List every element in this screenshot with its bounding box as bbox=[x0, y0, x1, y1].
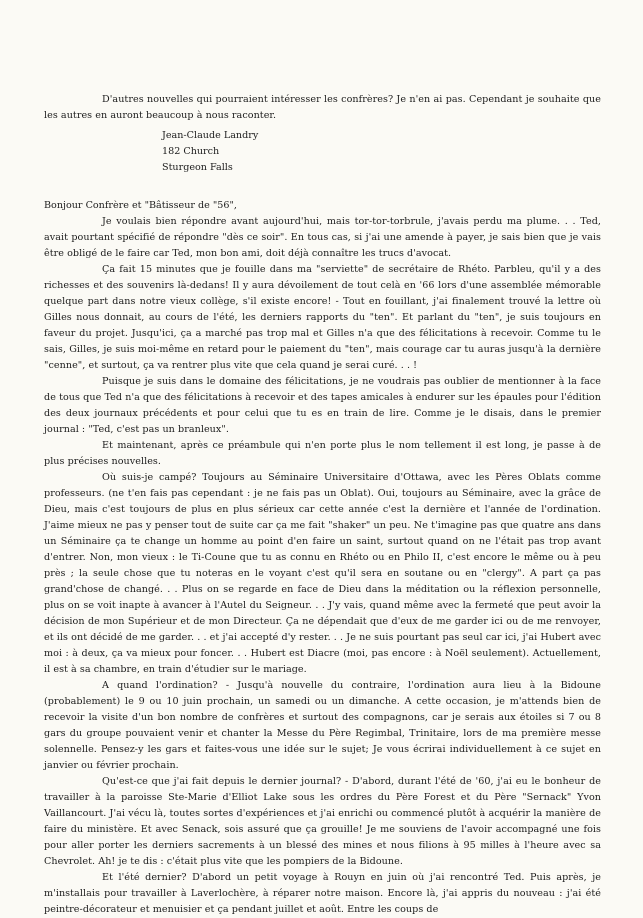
paragraph-2: Ça fait 15 minutes que je fouille dans ma "serviette" de secrétaire de Rhéto. Parbleu, qu'il y a des richesses et des souvenirs là-dedans! Il y aura dévoilement de tout celà en '66 lors d'une assemblée mémorable quelque part dans notre vieux collège, s'il existe encore! - Tout en fouillant, j'ai finalement trouvé la lettre où Gilles nous donnait, au cours de l'été, les derniers rapports du "ten". Et parlant du "ten", je suis toujours en faveur du projet. Jusqu'ici, ça a marché pas trop mal et Gilles n'a que des félicitations à recevoir. Comme tu le sais, Gilles, je suis moi-même en retard pour le paiement du "ten", mais courage car tu auras jusqu'à la dernière "cenne", et surtout, ça va rentrer plus vite que cela quand je serai curé. . . ! bbox=[44, 264, 601, 371]
paragraph-3: Puisque je suis dans le domaine des félicitations, je ne voudrais pas oublier de mentionner à la face de tous que Ted n'a que des félicitations à recevoir et des tapes amicales à endurer sur les épaules pour l'édition des deux journaux précédents et pour celui que tu es en train de lire. Comme je le disais, dans le premier journal : "Ted, c'est pas un branleux". bbox=[44, 376, 601, 435]
paragraph-7: Qu'est-ce que j'ai fait depuis le dernier journal? - D'abord, durant l'été de '60, j'ai eu le bonheur de travailler à la paroisse Ste-Marie d'Elliot Lake sous les ordres du Père Forest et du Père "Sernack" Yvon Vaillancourt. J'ai vécu là, toutes sortes d'expériences et j'ai enrichi ou commencé plutôt à acquérir la manière de faire du ministère. Et avec Senack, sois assuré que ça grouille! Je me souviens de l'avoir accompagné une fois pour aller porter les derniers sacrements à un blessé des mines et nous filions à 95 milles à l'heure avec sa Chevrolet. Ah! je te dis : c'était plus vite que les pompiers de la Bidoune. bbox=[44, 776, 601, 867]
paragraph-5: Où suis-je campé? Toujours au Séminaire Universitaire d'Ottawa, avec les Pères Oblats comme professeurs. (ne t'en fais pas cependant : je ne fais pas un Oblat). Oui, toujours au Séminaire, avec la grâce de Dieu, mais c'est toujours de plus en plus sérieux car cette année c'est la dernière et l'année de l'ordination. J'aime mieux ne pas y penser tout de suite car ça me fait "shaker" un peu. Ne t'imagine pas que quatre ans dans un Séminaire ça te change un homme au point d'en faire un saint, surtout quand on ne l'était pas trop avant d'entrer. Non, mon vieux : le Ti-Coune que tu as connu en Rhéto ou en Philo II, c'est encore le même ou à peu près ; la seule chose que tu noteras en le voyant c'est qu'il sera en soutane ou en "clergy". A part ça pas grand'chose de changé. . . Plus on se regarde en face de Dieu dans la méditation ou la réflexion personnelle, plus on se voit inapte à avancer à l'Autel du Seigneur. . . J'y vais, quand même avec la fermeté que peut avoir la décision de mon Supérieur et de mon Directeur. Ça ne dépendait que d'eux de me garder ici ou de me renvoyer, et ils ont décidé de me garder. . . et j'ai accepté d'y rester. . . Je ne suis pourtant pas seul car ici, j'ai Hubert avec moi : à deux, ça va mieux pour foncer. . . Hubert est Diacre (moi, pas encore : à Noël seulement). Actuellement, il est à sa chambre, en train d'étudier sur le mariage. bbox=[44, 472, 601, 675]
signature-city: Sturgeon Falls bbox=[162, 162, 233, 173]
greeting: Bonjour Confrère et "Bâtisseur de "56", bbox=[44, 200, 237, 211]
paragraph-8: Et l'été dernier? D'abord un petit voyage à Rouyn en juin où j'ai rencontré Ted. Puis après, je m'installais pour travailler à Laverlochère, à réparer notre maison. Encore là, j'ai appris du nouveau : j'ai été peintre-décorateur et menuisier et ça pendant juillet et août. Entre les coups de bbox=[44, 872, 601, 915]
paragraph-6: A quand l'ordination? - Jusqu'à nouvelle du contraire, l'ordination aura lieu à la Bidoune (probablement) le 9 ou 10 juin prochain, un samedi ou un dimanche. A cette occasion, je m'attends bien de recevoir la visite d'un bon nombre de confrères et surtout des compagnons, car je serais aux étoiles si 7 ou 8 gars du groupe pouvaient venir et chanter la Messe du Père Regimbal, Trinitaire, lors de ma première messe solennelle. Pensez-y les gars et faites-vous une idée sur le sujet; Je vous écrirai individuellement à ce sujet en janvier ou février prochain. bbox=[44, 680, 601, 771]
signature-name: Jean-Claude Landry bbox=[162, 130, 259, 141]
signature-block bbox=[162, 128, 601, 176]
paragraph-4: Et maintenant, après ce préambule qui n'en porte plus le nom tellement il est long, je passe à de plus précises nouvelles. bbox=[44, 440, 601, 467]
intro-paragraph: D'autres nouvelles qui pourraient intéresser les confrères? Je n'en ai pas. Cependant je souhaite que les autres en auront beaucoup à nous raconter. bbox=[44, 94, 601, 121]
paragraph-1: Je voulais bien répondre avant aujourd'hui, mais tor-tor-torbrule, j'avais perdu ma plume. . . Ted, avait pourtant spécifié de répondre "dès ce soir". En tous cas, si j'ai une amende à payer, je sais bien que je vais être obligé de le faire car Ted, mon bon ami, doit déjà connaître les trucs d'avocat. bbox=[44, 216, 601, 259]
signature-street: 182 Church bbox=[162, 146, 220, 157]
